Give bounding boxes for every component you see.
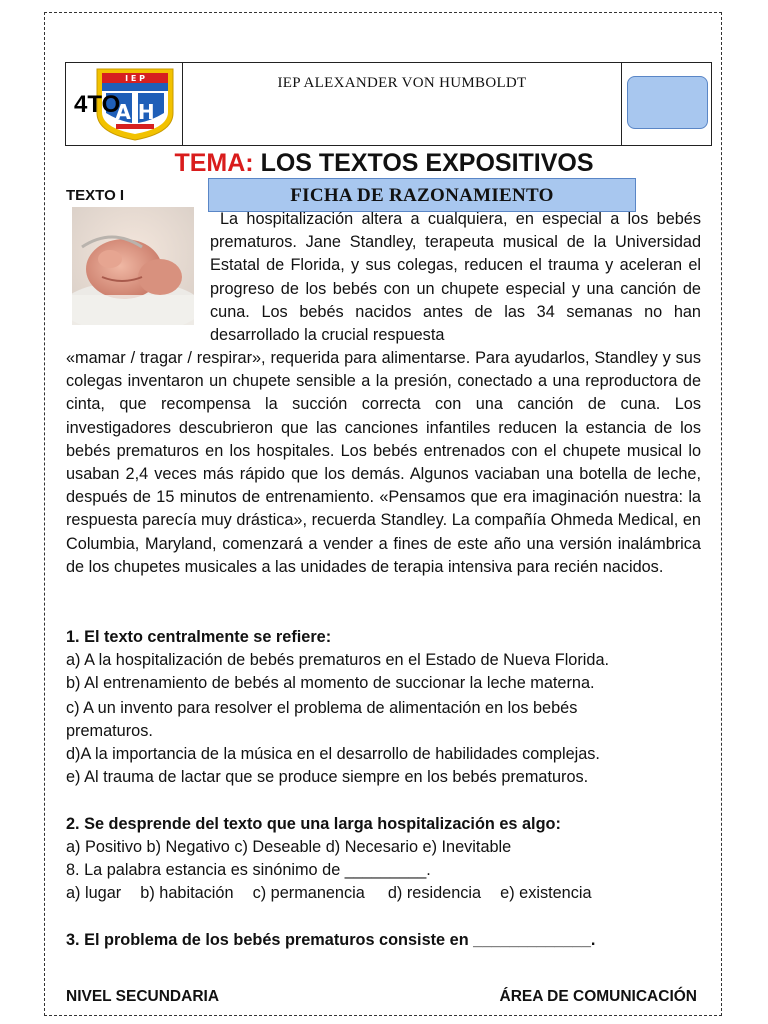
question-1-option-d: d)A la importancia de la música en el desarrollo de habilidades complejas. (66, 745, 600, 763)
school-name-cell (182, 63, 621, 145)
question-8-options (66, 882, 706, 905)
premature-baby-photo (72, 207, 194, 325)
question-1-option-b: b) Al entrenamiento de bebés al momento de succionar la leche materna. (66, 674, 595, 692)
q8-option-d: d) residencia (387, 884, 482, 902)
logo-cell (66, 63, 182, 145)
reading-paragraph-bottom: «mamar / tragar / respirar», requerida para alimentarse. Para ayudarlos, Standley y sus colegas inventaron un chupete sensible a la presión, conectado a una reproductora de cinta, que recompensa la succión correcta con una canción de cuna. Los investigadores descubrieron que las canciones infantiles reducen la estancia de los bebés prematuros en los hospitales. Los bebés entrenados con el chupete musical lo usaban 2,4 veces más rápido que los demás. Algunos vaciaban una botella de leche, después de 15 minutos de entrenamiento. «Pensamos que era imaginación nuestra: la respuesta parecía muy drástica», recuerda Standley. La compañía Ohmeda Medical, en Columbia, Maryland, comenzará a vender a fines de este año una versión inalámbrica de los chupetes musicales a las unidades de terapia intensiva para recién nacidos. (66, 349, 701, 576)
worksheet-banner: FICHA DE RAZONAMIENTO (208, 178, 636, 212)
right-cell (621, 63, 711, 145)
question-1-option-e: e) Al trauma de lactar que se produce siempre en los bebés prematuros. (66, 768, 589, 786)
title-label: TEMA: (174, 149, 254, 177)
text-section-label: TEXTO I (66, 187, 125, 204)
question-1-option-c: c) A un invento para resolver el problema de alimentación en los bebés (66, 699, 578, 717)
question-1-prompt: 1. El texto centralmente se refiere: (66, 628, 332, 646)
school-name: IEP ALEXANDER VON HUMBOLDT (277, 75, 527, 91)
logo-top-text: I E P (125, 74, 145, 83)
reading-paragraph-top (210, 208, 701, 347)
question-1-option-c-cont: prematuros. (66, 722, 153, 740)
question-2-options: a) Positivo b) Negativo c) Deseable d) Necesario e) Inevitable (66, 838, 512, 856)
question-8-prompt: 8. La palabra estancia es sinónimo de _________. (66, 861, 431, 879)
header-table (65, 62, 712, 146)
blue-rounded-box (627, 76, 708, 129)
footer-area: ÁREA DE COMUNICACIÓN (499, 988, 697, 1005)
footer-level: NIVEL SECUNDARIA (66, 988, 220, 1005)
title-text: LOS TEXTOS EXPOSITIVOS (260, 149, 594, 177)
question-2-prompt: 2. Se desprende del texto que una larga hospitalización es algo: (66, 815, 561, 833)
logo-letters: A H (115, 100, 155, 124)
q8-option-e: e) existencia (500, 884, 592, 902)
q8-option-c: c) permanencia (252, 884, 365, 902)
page-title (0, 149, 768, 178)
question-3-prompt: 3. El problema de los bebés prematuros consiste en _____________. (66, 931, 596, 949)
reading-text-top: La hospitalización altera a cualquiera, en especial a los bebés prematuros. Jane Standley, terapeuta musical de la Universidad Estatal de Florida, y sus colegas, reducen el trauma y aceleran el progreso de los bebés con un chupete especial y una canción de cuna. Los bebés nacidos antes de las 34 semanas no han desarrollado la crucial respuesta (210, 210, 701, 345)
q8-option-b: b) habitación (140, 884, 234, 902)
q8-option-a: a) lugar (66, 884, 122, 902)
grade-label: 4TO (74, 91, 121, 118)
question-1-option-a: a) A la hospitalización de bebés prematuros en el Estado de Nueva Florida. (66, 651, 610, 669)
